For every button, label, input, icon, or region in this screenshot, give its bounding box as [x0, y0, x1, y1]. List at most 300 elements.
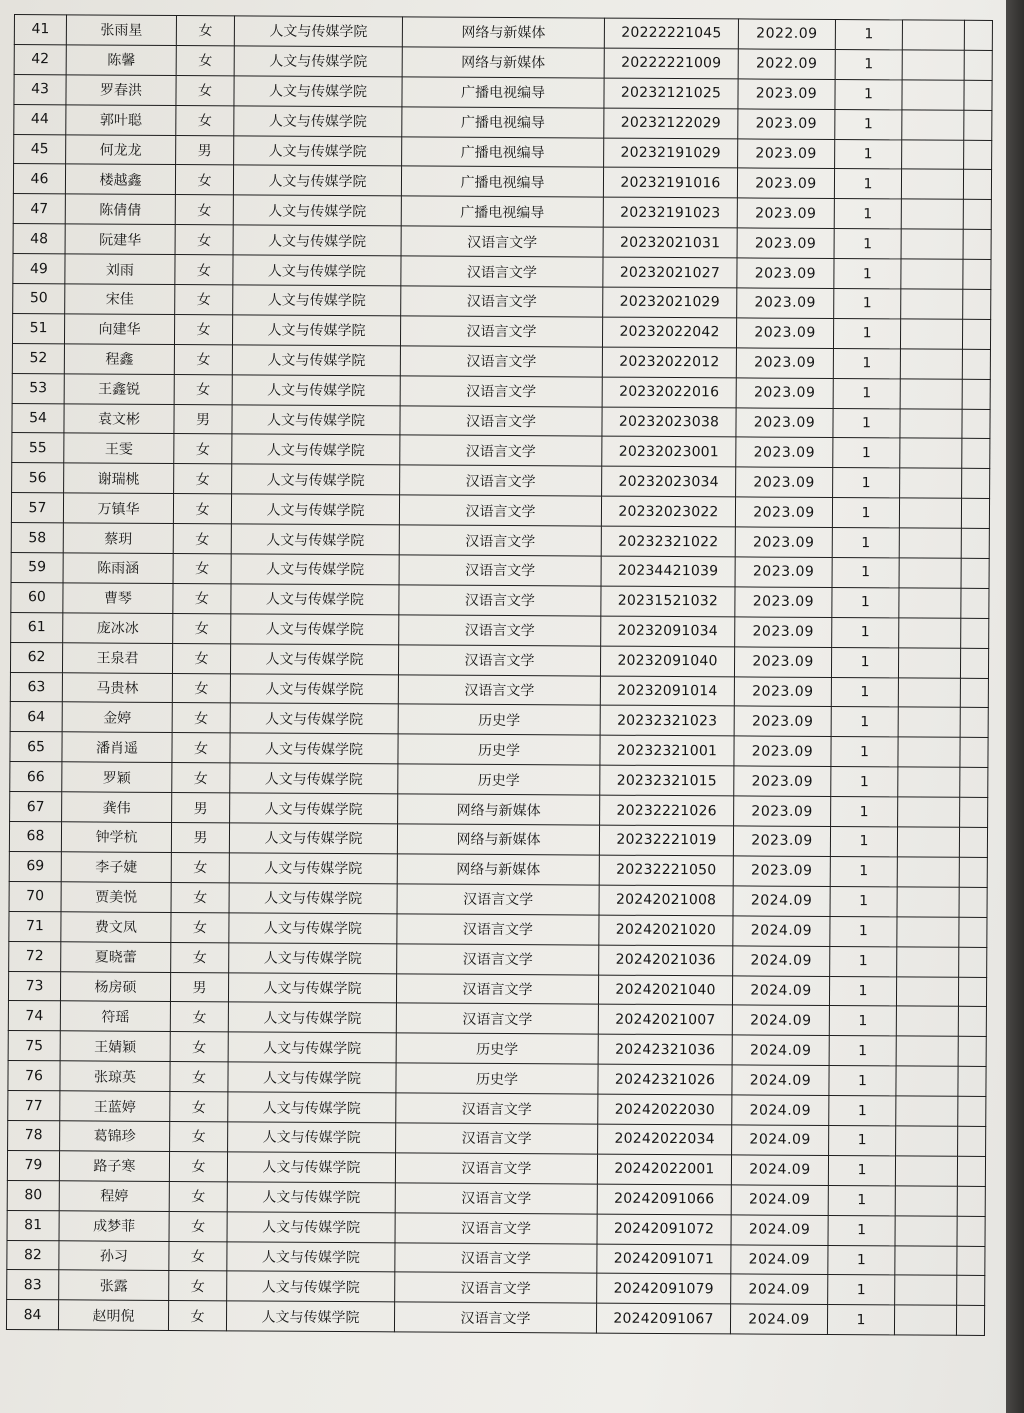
student-roster-table	[6, 14, 993, 1336]
college-cell: 人文与传媒学院	[229, 942, 397, 973]
college-cell: 人文与传媒学院	[228, 1002, 396, 1033]
major-cell: 历史学	[398, 704, 600, 735]
row-number-cell: 66	[10, 762, 62, 792]
student-name-cell: 张露	[59, 1270, 169, 1301]
gender-cell: 男	[174, 404, 232, 434]
blank-cell	[964, 110, 992, 140]
student-id-cell: 20232023001	[602, 437, 736, 468]
enrollment-date-cell: 2024.09	[732, 1065, 829, 1095]
college-cell: 人文与传媒学院	[229, 913, 397, 944]
student-name-cell: 张雨星	[66, 15, 176, 46]
row-number-cell: 72	[9, 941, 61, 971]
college-cell: 人文与传媒学院	[233, 225, 401, 256]
blank-cell	[901, 259, 963, 289]
student-name-cell: 蔡玥	[63, 523, 173, 554]
gender-cell: 女	[175, 165, 233, 195]
gender-cell: 女	[172, 643, 230, 673]
enrollment-date-cell: 2023.09	[735, 617, 832, 647]
row-number-cell: 60	[11, 582, 63, 612]
count-cell: 1	[829, 1125, 896, 1155]
enrollment-date-cell: 2023.09	[734, 677, 831, 707]
gender-cell: 女	[173, 613, 231, 643]
enrollment-date-cell: 2023.09	[738, 79, 835, 109]
student-id-cell: 20242022030	[598, 1094, 732, 1125]
count-cell: 1	[834, 169, 901, 199]
blank-cell	[895, 1156, 957, 1186]
blank-cell	[958, 1007, 986, 1037]
row-number-cell: 61	[11, 612, 63, 642]
row-number-cell: 55	[12, 433, 64, 463]
major-cell: 汉语言文学	[399, 495, 601, 526]
major-cell: 汉语言文学	[401, 256, 603, 287]
student-id-cell: 20232021031	[603, 227, 737, 258]
enrollment-date-cell: 2024.09	[732, 1095, 829, 1125]
row-number-cell: 49	[13, 254, 65, 284]
college-cell: 人文与传媒学院	[226, 1301, 394, 1332]
student-name-cell: 龚伟	[62, 792, 172, 823]
student-name-cell: 王婧颖	[60, 1031, 170, 1062]
count-cell: 1	[834, 259, 901, 289]
major-cell: 汉语言文学	[400, 405, 602, 436]
gender-cell: 女	[169, 1151, 227, 1181]
gender-cell: 女	[168, 1301, 226, 1331]
count-cell: 1	[833, 378, 900, 408]
enrollment-date-cell: 2023.09	[736, 378, 833, 408]
student-id-cell: 20232022016	[602, 377, 736, 408]
student-name-cell: 李子婕	[61, 852, 171, 883]
gender-cell: 女	[170, 1092, 228, 1122]
student-id-cell: 20232021027	[603, 257, 737, 288]
college-cell: 人文与传媒学院	[227, 1152, 395, 1183]
blank-cell	[963, 289, 991, 319]
college-cell: 人文与传媒学院	[232, 464, 400, 495]
row-number-cell: 64	[10, 702, 62, 732]
student-id-cell: 20232091014	[600, 676, 734, 707]
row-number-cell: 50	[13, 284, 65, 314]
college-cell: 人文与传媒学院	[228, 1092, 396, 1123]
row-number-cell: 43	[14, 74, 66, 104]
count-cell: 1	[828, 1245, 895, 1275]
student-id-cell: 20232321001	[600, 735, 734, 766]
college-cell: 人文与传媒学院	[231, 614, 399, 645]
student-name-cell: 葛锦珍	[60, 1121, 170, 1152]
major-cell: 汉语言文学	[394, 1302, 596, 1333]
gender-cell: 女	[173, 583, 231, 613]
student-id-cell: 20232122029	[604, 108, 738, 139]
college-cell: 人文与传媒学院	[227, 1182, 395, 1213]
student-name-cell: 路子寒	[59, 1151, 169, 1182]
student-id-cell: 20231521032	[601, 586, 735, 617]
major-cell: 网络与新媒体	[402, 17, 604, 48]
student-name-cell: 程鑫	[64, 344, 174, 375]
major-cell: 汉语言文学	[399, 525, 601, 556]
student-name-cell: 金婷	[62, 702, 172, 733]
enrollment-date-cell: 2024.09	[733, 916, 830, 946]
student-name-cell: 曹琴	[63, 583, 173, 614]
count-cell: 1	[831, 737, 898, 767]
blank-cell	[896, 1096, 958, 1126]
major-cell: 汉语言文学	[401, 226, 603, 257]
count-cell: 1	[830, 916, 897, 946]
college-cell: 人文与传媒学院	[231, 584, 399, 615]
blank-cell	[897, 887, 959, 917]
gender-cell: 男	[176, 135, 234, 165]
college-cell: 人文与传媒学院	[234, 16, 402, 47]
student-id-cell: 20234421039	[601, 556, 735, 587]
student-id-cell: 20242022034	[598, 1124, 732, 1155]
blank-cell	[897, 857, 959, 887]
student-id-cell: 20232091034	[601, 616, 735, 647]
college-cell: 人文与传媒学院	[232, 345, 400, 376]
student-id-cell: 20242021040	[598, 975, 732, 1006]
blank-cell	[964, 50, 992, 80]
row-number-cell: 45	[14, 134, 66, 164]
enrollment-date-cell: 2024.09	[732, 1035, 829, 1065]
student-id-cell: 20242321036	[598, 1034, 732, 1065]
enrollment-date-cell: 2022.09	[738, 49, 835, 79]
student-id-cell: 20232221050	[599, 855, 733, 886]
blank-cell	[895, 1245, 957, 1275]
college-cell: 人文与传媒学院	[228, 1032, 396, 1063]
blank-cell	[959, 917, 987, 947]
count-cell: 1	[832, 528, 899, 558]
blank-cell	[963, 170, 991, 200]
college-cell: 人文与传媒学院	[231, 554, 399, 585]
row-number-cell: 75	[8, 1031, 60, 1061]
gender-cell: 女	[176, 75, 234, 105]
enrollment-date-cell: 2023.09	[736, 407, 833, 437]
major-cell: 网络与新媒体	[397, 824, 599, 855]
major-cell: 汉语言文学	[398, 674, 600, 705]
enrollment-date-cell: 2023.09	[733, 856, 830, 886]
gender-cell: 男	[170, 972, 228, 1002]
gender-cell: 女	[169, 1241, 227, 1271]
student-id-cell: 20242091071	[597, 1244, 731, 1275]
student-name-cell: 陈雨涵	[63, 553, 173, 584]
count-cell: 1	[828, 1215, 895, 1245]
student-id-cell: 20232321023	[600, 706, 734, 737]
college-cell: 人文与传媒学院	[234, 46, 402, 77]
blank-cell	[962, 379, 990, 409]
gender-cell: 女	[176, 45, 234, 75]
blank-cell	[901, 229, 963, 259]
major-cell: 汉语言文学	[400, 346, 602, 377]
student-name-cell: 钟学杭	[61, 822, 171, 853]
gender-cell: 女	[170, 1121, 228, 1151]
blank-cell	[963, 230, 991, 260]
gender-cell: 女	[172, 703, 230, 733]
count-cell: 1	[831, 677, 898, 707]
count-cell: 1	[827, 1305, 894, 1335]
gender-cell: 女	[175, 285, 233, 315]
blank-cell	[960, 738, 988, 768]
blank-cell	[899, 618, 961, 648]
student-name-cell: 刘雨	[65, 254, 175, 285]
row-number-cell: 78	[8, 1120, 60, 1150]
count-cell: 1	[829, 1006, 896, 1036]
college-cell: 人文与传媒学院	[232, 375, 400, 406]
gender-cell: 女	[171, 852, 229, 882]
major-cell: 历史学	[396, 1033, 598, 1064]
row-number-cell: 68	[9, 822, 61, 852]
row-number-cell: 63	[10, 672, 62, 702]
count-cell: 1	[835, 139, 902, 169]
student-id-cell: 20232022012	[602, 347, 736, 378]
blank-cell	[957, 1186, 985, 1216]
count-cell: 1	[830, 946, 897, 976]
row-number-cell: 65	[10, 732, 62, 762]
blank-cell	[963, 200, 991, 230]
row-number-cell: 51	[12, 313, 64, 343]
student-id-cell: 20232021029	[603, 287, 737, 318]
enrollment-date-cell: 2023.09	[735, 527, 832, 557]
enrollment-date-cell: 2023.09	[736, 467, 833, 497]
count-cell: 1	[835, 49, 902, 79]
college-cell: 人文与传媒学院	[229, 823, 397, 854]
student-name-cell: 成梦菲	[59, 1210, 169, 1241]
student-id-cell: 20232221019	[599, 825, 733, 856]
major-cell: 汉语言文学	[399, 585, 601, 616]
blank-cell	[898, 648, 960, 678]
blank-cell	[958, 1096, 986, 1126]
college-cell: 人文与传媒学院	[230, 703, 398, 734]
student-id-cell: 20242091079	[597, 1273, 731, 1304]
major-cell: 广播电视编导	[402, 77, 604, 108]
blank-cell	[958, 1066, 986, 1096]
blank-cell	[897, 947, 959, 977]
college-cell: 人文与传媒学院	[233, 165, 401, 196]
blank-cell	[959, 947, 987, 977]
college-cell: 人文与传媒学院	[228, 972, 396, 1003]
blank-cell	[898, 797, 960, 827]
blank-cell	[899, 528, 961, 558]
enrollment-date-cell: 2024.09	[731, 1244, 828, 1274]
student-id-cell: 20232022042	[602, 317, 736, 348]
count-cell: 1	[829, 976, 896, 1006]
gender-cell: 女	[175, 255, 233, 285]
count-cell: 1	[831, 647, 898, 677]
row-number-cell: 76	[8, 1061, 60, 1091]
student-name-cell: 罗颖	[62, 762, 172, 793]
roster-body	[6, 15, 992, 1336]
gender-cell: 女	[172, 763, 230, 793]
row-number-cell: 62	[10, 642, 62, 672]
student-id-cell: 20232023034	[602, 466, 736, 497]
count-cell: 1	[830, 886, 897, 916]
row-number-cell: 67	[10, 792, 62, 822]
row-number-cell: 46	[13, 164, 65, 194]
count-cell: 1	[832, 617, 899, 647]
enrollment-date-cell: 2023.09	[736, 318, 833, 348]
college-cell: 人文与传媒学院	[227, 1271, 395, 1302]
major-cell: 汉语言文学	[396, 1093, 598, 1124]
student-id-cell: 20232121025	[604, 78, 738, 109]
major-cell: 网络与新媒体	[397, 854, 599, 885]
count-cell: 1	[831, 707, 898, 737]
row-number-cell: 47	[13, 194, 65, 224]
student-name-cell: 孙习	[59, 1240, 169, 1271]
college-cell: 人文与传媒学院	[232, 404, 400, 435]
enrollment-date-cell: 2023.09	[738, 109, 835, 139]
gender-cell: 女	[171, 942, 229, 972]
enrollment-date-cell: 2024.09	[731, 1155, 828, 1185]
student-name-cell: 庞冰冰	[63, 613, 173, 644]
blank-cell	[960, 797, 988, 827]
student-name-cell: 阮建华	[65, 224, 175, 255]
gender-cell: 女	[174, 314, 232, 344]
student-name-cell: 罗春洪	[66, 75, 176, 106]
major-cell: 汉语言文学	[395, 1153, 597, 1184]
major-cell: 广播电视编导	[401, 166, 603, 197]
student-id-cell: 20232221026	[600, 795, 734, 826]
blank-cell	[961, 499, 989, 529]
blank-cell	[896, 1006, 958, 1036]
student-id-cell: 20242321026	[598, 1064, 732, 1095]
blank-cell	[900, 349, 962, 379]
blank-cell	[959, 857, 987, 887]
college-cell: 人文与传媒学院	[233, 195, 401, 226]
blank-cell	[902, 20, 964, 50]
enrollment-date-cell: 2024.09	[731, 1274, 828, 1304]
blank-cell	[957, 1156, 985, 1186]
blank-cell	[897, 827, 959, 857]
count-cell: 1	[834, 199, 901, 229]
count-cell: 1	[831, 797, 898, 827]
row-number-cell: 82	[7, 1240, 59, 1270]
count-cell: 1	[833, 438, 900, 468]
blank-cell	[901, 289, 963, 319]
blank-cell	[964, 80, 992, 110]
blank-cell	[900, 379, 962, 409]
blank-cell	[896, 976, 958, 1006]
college-cell: 人文与传媒学院	[232, 434, 400, 465]
enrollment-date-cell: 2024.09	[731, 1185, 828, 1215]
major-cell: 汉语言文学	[395, 1212, 597, 1243]
major-cell: 历史学	[398, 764, 600, 795]
count-cell: 1	[833, 318, 900, 348]
student-id-cell: 20242021036	[599, 945, 733, 976]
blank-cell	[961, 558, 989, 588]
gender-cell: 女	[172, 673, 230, 703]
blank-cell	[960, 708, 988, 738]
blank-cell	[901, 169, 963, 199]
count-cell: 1	[828, 1275, 895, 1305]
count-cell: 1	[832, 587, 899, 617]
college-cell: 人文与传媒学院	[234, 76, 402, 107]
student-id-cell: 20222221045	[604, 18, 738, 49]
blank-cell	[898, 767, 960, 797]
blank-cell	[902, 80, 964, 110]
count-cell: 1	[828, 1155, 895, 1185]
enrollment-date-cell: 2023.09	[737, 168, 834, 198]
blank-cell	[896, 1036, 958, 1066]
student-name-cell: 郭叶聪	[66, 104, 176, 135]
student-id-cell: 20232321015	[600, 765, 734, 796]
blank-cell	[895, 1186, 957, 1216]
enrollment-date-cell: 2023.09	[738, 138, 835, 168]
college-cell: 人文与传媒学院	[228, 1122, 396, 1153]
blank-cell	[895, 1275, 957, 1305]
count-cell: 1	[833, 408, 900, 438]
enrollment-date-cell: 2024.09	[733, 886, 830, 916]
student-name-cell: 王蓝婷	[60, 1091, 170, 1122]
college-cell: 人文与传媒学院	[232, 315, 400, 346]
blank-cell	[902, 139, 964, 169]
major-cell: 网络与新媒体	[402, 47, 604, 78]
blank-cell	[961, 618, 989, 648]
student-id-cell: 20242022001	[597, 1154, 731, 1185]
enrollment-date-cell: 2024.09	[731, 1215, 828, 1245]
major-cell: 汉语言文学	[396, 1123, 598, 1154]
gender-cell: 女	[170, 1002, 228, 1032]
count-cell: 1	[829, 1096, 896, 1126]
major-cell: 汉语言文学	[395, 1183, 597, 1214]
row-number-cell: 58	[11, 523, 63, 553]
blank-cell	[900, 438, 962, 468]
blank-cell	[900, 468, 962, 498]
enrollment-date-cell: 2023.09	[737, 288, 834, 318]
count-cell: 1	[830, 827, 897, 857]
student-name-cell: 马贵林	[62, 672, 172, 703]
row-number-cell: 57	[11, 493, 63, 523]
student-id-cell: 20232091040	[600, 646, 734, 677]
blank-cell	[958, 1037, 986, 1067]
blank-cell	[964, 20, 992, 50]
major-cell: 汉语言文学	[400, 435, 602, 466]
count-cell: 1	[834, 289, 901, 319]
major-cell: 历史学	[396, 1063, 598, 1094]
enrollment-date-cell: 2023.09	[734, 647, 831, 677]
gender-cell: 女	[169, 1181, 227, 1211]
count-cell: 1	[828, 1185, 895, 1215]
student-name-cell: 费文凤	[61, 912, 171, 943]
count-cell: 1	[829, 1066, 896, 1096]
college-cell: 人文与传媒学院	[228, 1062, 396, 1093]
college-cell: 人文与传媒学院	[233, 285, 401, 316]
blank-cell	[963, 259, 991, 289]
college-cell: 人文与传媒学院	[234, 106, 402, 137]
blank-cell	[895, 1216, 957, 1246]
student-name-cell: 杨房硕	[60, 971, 170, 1002]
student-id-cell: 20232191023	[603, 197, 737, 228]
gender-cell: 女	[169, 1271, 227, 1301]
student-name-cell: 向建华	[64, 314, 174, 345]
student-id-cell: 20232023038	[602, 407, 736, 438]
student-name-cell: 赵明倪	[58, 1300, 168, 1331]
blank-cell	[959, 887, 987, 917]
row-number-cell: 53	[12, 373, 64, 403]
blank-cell	[964, 140, 992, 170]
enrollment-date-cell: 2022.09	[738, 19, 835, 49]
college-cell: 人文与传媒学院	[230, 733, 398, 764]
blank-cell	[896, 1066, 958, 1096]
gender-cell: 女	[169, 1211, 227, 1241]
major-cell: 历史学	[398, 734, 600, 765]
blank-cell	[958, 977, 986, 1007]
gender-cell: 女	[175, 195, 233, 225]
blank-cell	[899, 588, 961, 618]
student-id-cell: 20242021008	[599, 885, 733, 916]
gender-cell: 女	[172, 733, 230, 763]
blank-cell	[899, 558, 961, 588]
row-number-cell: 69	[9, 851, 61, 881]
enrollment-date-cell: 2023.09	[737, 228, 834, 258]
college-cell: 人文与传媒学院	[229, 853, 397, 884]
student-id-cell: 20242021020	[599, 915, 733, 946]
college-cell: 人文与传媒学院	[230, 644, 398, 675]
blank-cell	[957, 1246, 985, 1276]
student-name-cell: 陈馨	[66, 45, 176, 76]
